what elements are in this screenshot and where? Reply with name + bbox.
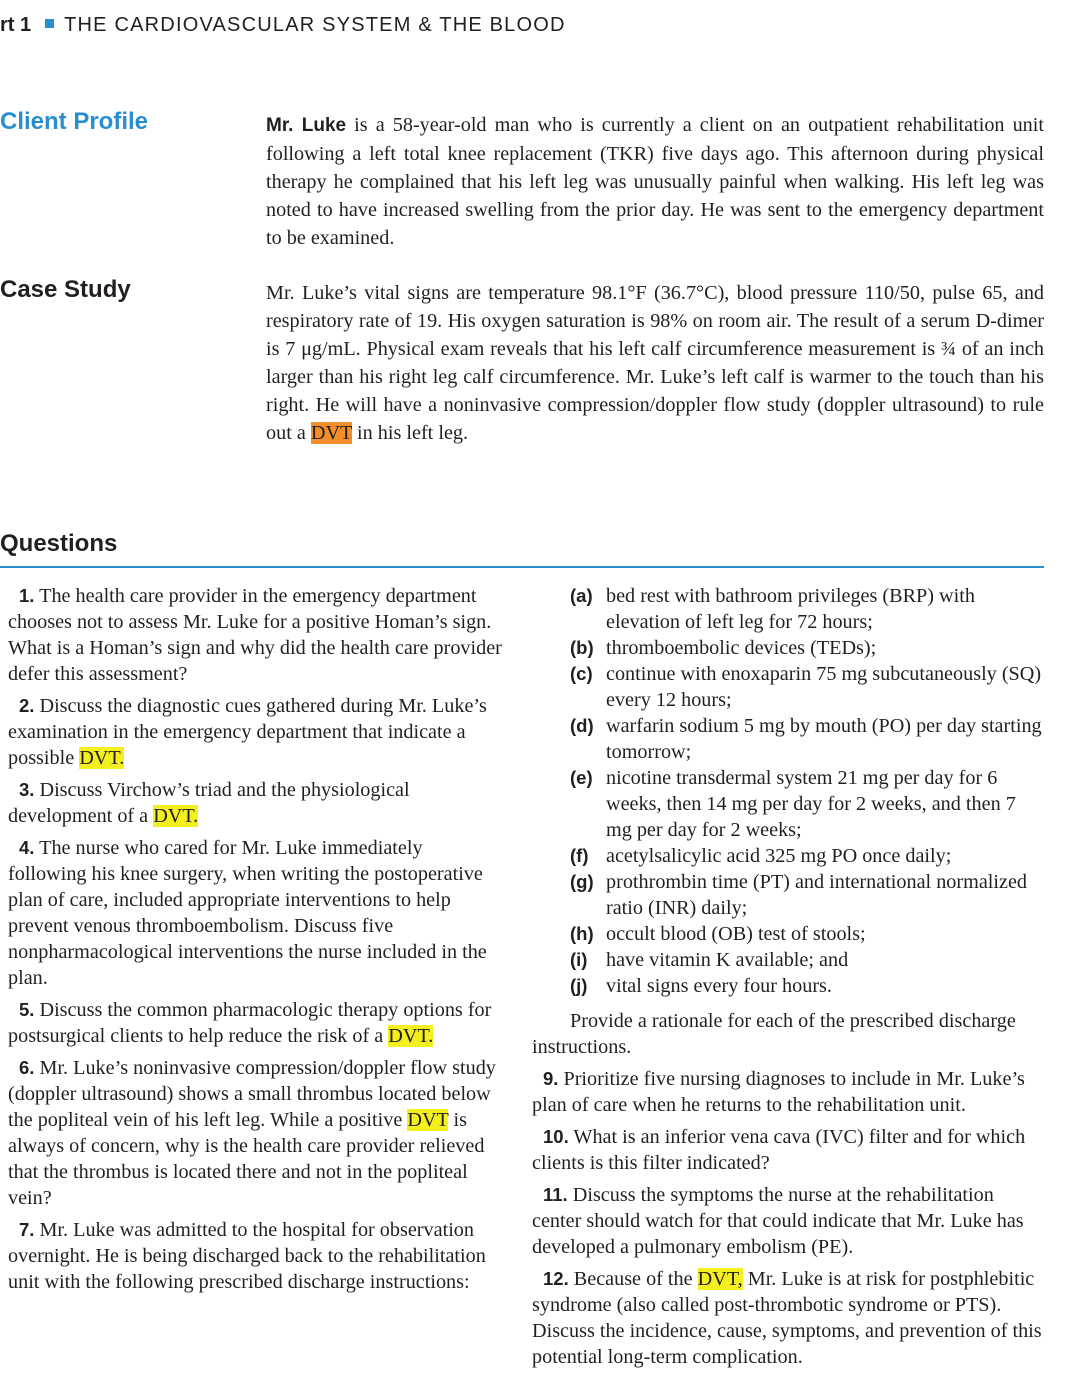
option-letter: (e) xyxy=(570,767,593,788)
question-10 xyxy=(532,1124,1044,1176)
option-text: warfarin sodium 5 mg by mouth (PO) per day starting tomorrow; xyxy=(606,715,1042,763)
question-1 xyxy=(8,583,506,687)
option-letter: (b) xyxy=(570,637,594,658)
option-letter: (a) xyxy=(570,585,593,606)
option-letter: (j) xyxy=(570,975,588,996)
question-number: 6. xyxy=(19,1057,35,1078)
case-study-tail: in his left leg. xyxy=(351,422,469,444)
dvt-highlight: DVT xyxy=(407,1109,449,1131)
option-text: prothrombin time (PT) and international normalized ratio (INR) daily; xyxy=(606,871,1028,919)
rationale-prompt: Provide a rationale for each of the prescribed discharge instructions. xyxy=(532,1010,1016,1058)
question-text: Discuss the diagnostic cues gathered during Mr. Luke’s examination in the emergency department that indicate a possible xyxy=(8,695,487,769)
list-item xyxy=(570,713,1044,765)
question-text: Prioritize five nursing diagnoses to include in Mr. Luke’s plan of care when he returns to the rehabilitation unit. xyxy=(532,1068,1025,1116)
questions-left-column xyxy=(8,583,506,1295)
option-text: occult blood (OB) test of stools; xyxy=(606,923,866,945)
option-text: have vitamin K available; and xyxy=(606,949,849,971)
list-item xyxy=(570,869,1044,921)
client-profile-label: Client Profile xyxy=(0,108,149,135)
option-letter: (h) xyxy=(570,923,594,944)
dvt-highlight: DVT, xyxy=(697,1268,743,1290)
question-number: 1. xyxy=(19,585,35,606)
option-text: continue with enoxaparin 75 mg subcutaneously (SQ) every 12 hours; xyxy=(606,663,1042,711)
question-number: 11. xyxy=(543,1184,568,1205)
option-letter: (c) xyxy=(570,663,593,684)
question-text: Because of the xyxy=(568,1268,698,1290)
dvt-highlight: DVT. xyxy=(153,805,199,827)
question-text: Discuss Virchow’s triad and the physiological development of a xyxy=(8,779,410,827)
part-number: rt 1 xyxy=(0,14,32,36)
question-4 xyxy=(8,835,506,991)
list-item xyxy=(570,583,1044,635)
client-profile-text xyxy=(266,111,1044,252)
discharge-instructions-list xyxy=(532,583,1044,999)
question-3 xyxy=(8,777,506,829)
question-number: 9. xyxy=(543,1068,559,1089)
question-text-tail: Mr. Luke is at risk for postphlebitic syndrome (also called post-thrombotic syndrome or PTS). Discuss the incidence, cause, symptoms, and prevention of this potential long-term complication. xyxy=(532,1268,1042,1368)
case-study-label: Case Study xyxy=(0,276,131,303)
question-2 xyxy=(8,693,506,771)
list-item xyxy=(570,765,1044,843)
question-6 xyxy=(8,1055,506,1211)
client-profile-body: is a 58-year-old man who is currently a client on an outpatient rehabilitation unit following a left total knee replacement (TKR) five days ago. This afternoon during physical therapy he complained that his left leg was unusually painful when walking. His left leg was noted to have increased swelling from the prior day. He was sent to the emergency department to be examined. xyxy=(266,114,1044,249)
question-text: Mr. Luke was admitted to the hospital for observation overnight. He is being discharged back to the rehabilitation unit with the following prescribed discharge instructions: xyxy=(8,1219,486,1293)
option-text: vital signs every four hours. xyxy=(606,975,832,997)
question-text: Discuss the common pharmacologic therapy options for postsurgical clients to help reduce the risk of a xyxy=(8,999,492,1047)
list-item xyxy=(570,661,1044,713)
option-text: acetylsalicylic acid 325 mg PO once daily; xyxy=(606,845,952,867)
question-text: Mr. Luke’s noninvasive compression/doppler flow study (doppler ultrasound) shows a small thrombus located below the popliteal vein of his left leg. While a positive xyxy=(8,1057,496,1131)
questions-right-column xyxy=(532,583,1044,1370)
option-letter: (i) xyxy=(570,949,588,970)
question-11 xyxy=(532,1182,1044,1260)
question-text: Discuss the symptoms the nurse at the rehabilitation center should watch for that could indicate that Mr. Luke has developed a pulmonary embolism (PE). xyxy=(532,1184,1024,1258)
question-9 xyxy=(532,1066,1044,1118)
list-item xyxy=(570,947,1044,973)
question-number: 2. xyxy=(19,695,35,716)
option-letter: (f) xyxy=(570,845,589,866)
question-number: 3. xyxy=(19,779,35,800)
case-study-text xyxy=(266,279,1044,447)
section-divider xyxy=(0,566,1044,568)
question-number: 10. xyxy=(543,1126,569,1147)
dvt-highlight: DVT. xyxy=(388,1025,434,1047)
header-title: THE CARDIOVASCULAR SYSTEM & THE BLOOD xyxy=(64,14,566,36)
square-bullet-icon xyxy=(45,19,54,28)
question-7 xyxy=(8,1217,506,1295)
question-number: 12. xyxy=(543,1268,569,1289)
question-5 xyxy=(8,997,506,1049)
list-item xyxy=(570,973,1044,999)
dvt-highlight: DVT. xyxy=(79,747,125,769)
option-text: thromboembolic devices (TEDs); xyxy=(606,637,877,659)
option-text: bed rest with bathroom privileges (BRP) with elevation of left leg for 72 hours; xyxy=(606,585,975,633)
client-name: Mr. Luke xyxy=(266,115,347,136)
option-letter: (g) xyxy=(570,871,594,892)
case-study-body: Mr. Luke’s vital signs are temperature 98.1°F (36.7°C), blood pressure 110/50, pulse 65, and respiratory rate of 19. His oxygen saturation is 98% on room air. The result of a serum D-dimer is 7 μg/mL. Physical exam reveals that his left calf circumference measurement is ¾ of an inch larger than his right leg calf circumference. Mr. Luke’s left calf is warmer to the touch than his right. He will have a noninvasive compression/doppler flow study (doppler ultrasound) to rule out a xyxy=(266,282,1044,444)
list-item xyxy=(570,921,1044,947)
questions-heading: Questions xyxy=(0,530,118,557)
option-text: nicotine transdermal system 21 mg per day for 6 weeks, then 14 mg per day for 2 weeks, and then 7 mg per day for 2 weeks; xyxy=(606,767,1016,841)
running-header xyxy=(0,14,566,40)
question-text: The health care provider in the emergency department chooses not to assess Mr. Luke for a positive Homan’s sign. What is a Homan’s sign and why did the health care provider defer this assessment? xyxy=(8,585,502,685)
question-text-tail: is always of concern, why is the health care provider relieved that the thrombus is located there and not in the popliteal vein? xyxy=(8,1109,485,1209)
question-text: The nurse who cared for Mr. Luke immediately following his knee surgery, when writing the postoperative plan of care, included appropriate interventions to help prevent venous thromboembolism. Discuss five nonpharmacological interventions the nurse included in the plan. xyxy=(8,837,487,989)
question-number: 5. xyxy=(19,999,35,1020)
dvt-highlight: DVT xyxy=(310,422,352,444)
question-number: 4. xyxy=(19,837,35,858)
question-12 xyxy=(532,1266,1044,1370)
option-letter: (d) xyxy=(570,715,594,736)
question-text: What is an inferior vena cava (IVC) filter and for which clients is this filter indicated? xyxy=(532,1126,1026,1174)
list-item xyxy=(570,843,1044,869)
question-number: 7. xyxy=(19,1219,35,1240)
list-item xyxy=(570,635,1044,661)
